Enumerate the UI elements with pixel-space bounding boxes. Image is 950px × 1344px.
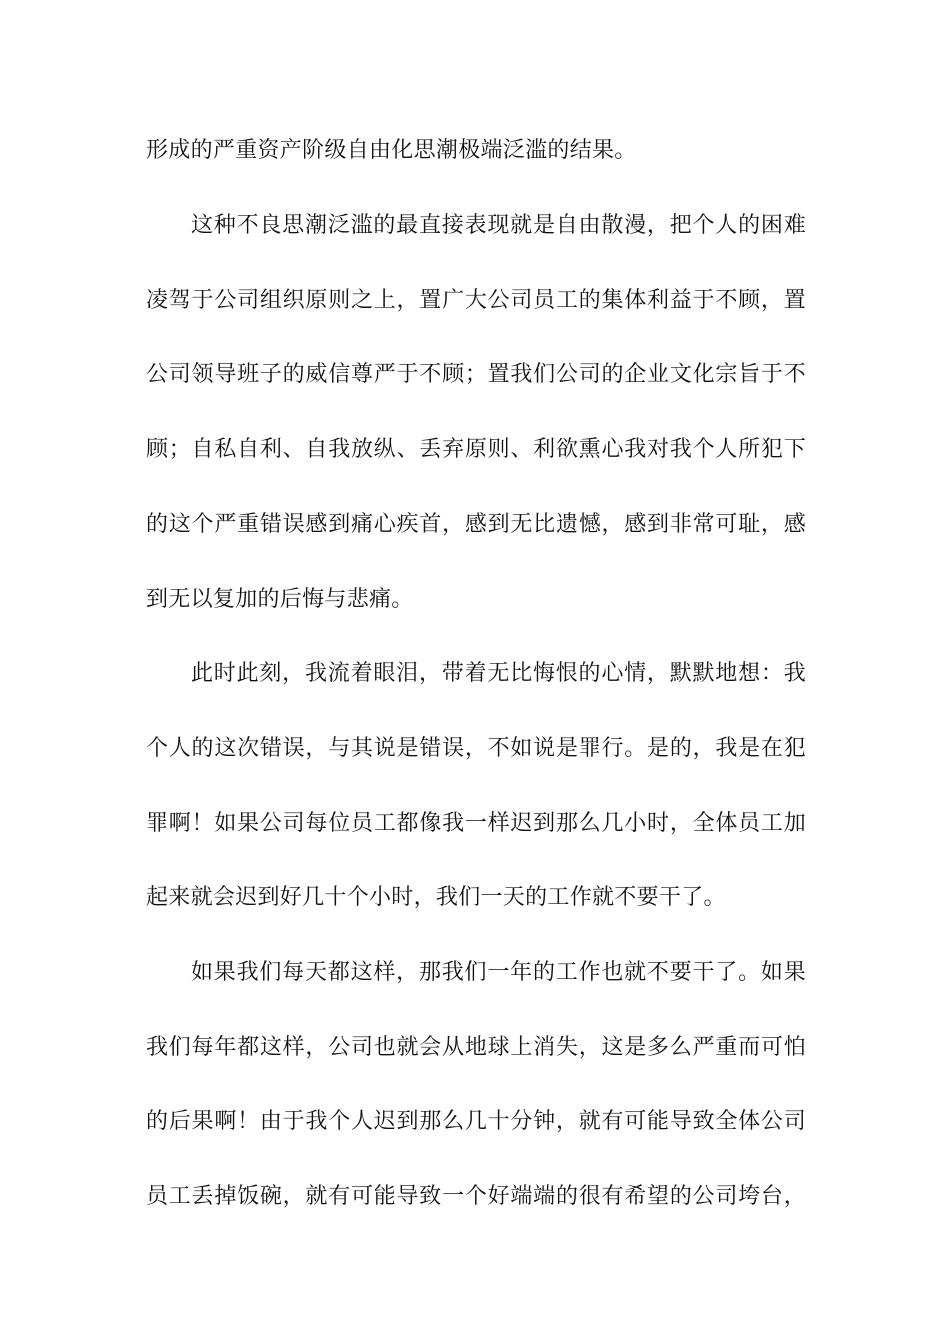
text-line: 公司领导班子的威信尊严于不顾；置我们公司的企业文化宗旨于不 (146, 362, 806, 387)
text-line: 到无以复加的后悔与悲痛。 (146, 587, 414, 612)
text-line: 的这个严重错误感到痛心疾首，感到无比遗憾，感到非常可耻，感 (146, 512, 806, 537)
text-line: 员工丢掉饭碗，就有可能导致一个好端端的很有希望的公司垮台， (146, 1184, 806, 1209)
text-line: 我们每年都这样，公司也就会从地球上消失，这是多么严重而可怕 (146, 1035, 806, 1060)
text-line: 顾；自私自利、自我放纵、丢弃原则、利欲熏心我对我个人所犯下 (146, 437, 806, 462)
paragraph-first-line: 这种不良思潮泛滥的最直接表现就是自由散漫，把个人的困难 (191, 213, 806, 238)
text-line: 形成的严重资产阶级自由化思潮极端泛滥的结果。 (146, 138, 637, 163)
paragraph-first-line: 如果我们每天都这样，那我们一年的工作也就不要干了。如果 (191, 960, 806, 985)
paragraph-first-line: 此时此刻，我流着眼泪，带着无比悔恨的心情，默默地想：我 (191, 661, 806, 686)
text-line: 的后果啊！由于我个人迟到那么几十分钟，就有可能导致全体公司 (146, 1109, 806, 1134)
text-line: 罪啊！如果公司每位员工都像我一样迟到那么几小时，全体员工加 (146, 811, 806, 836)
text-line: 凌驾于公司组织原则之上，置广大公司员工的集体利益于不顾，置 (146, 288, 806, 313)
text-line: 个人的这次错误，与其说是错误，不如说是罪行。是的，我是在犯 (146, 736, 806, 761)
text-line: 起来就会迟到好几十个小时，我们一天的工作就不要干了。 (146, 885, 726, 910)
